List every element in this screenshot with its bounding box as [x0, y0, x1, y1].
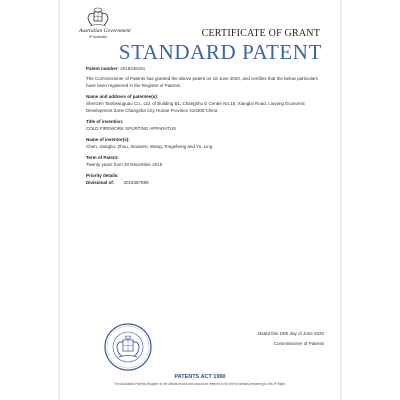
- divisional-value: 2015387599: [123, 180, 149, 185]
- register-disclaimer: The Australian Patents Register is the official record and should be referred to for the full details pertaining to this IP Right.: [114, 382, 286, 386]
- agency-name: IP Australia: [89, 35, 107, 39]
- term-label: Term of Patent:: [86, 155, 119, 160]
- patent-number-label: Patent number:: [86, 66, 120, 71]
- patent-number-value: 2018236161: [120, 66, 146, 71]
- invention-title-label: Title of invention:: [86, 119, 124, 124]
- divisional-line: [86, 180, 326, 187]
- government-name: Australian Government: [79, 28, 131, 34]
- commonwealth-seal-icon: [104, 323, 152, 371]
- certificate-title: CERTIFICATE OF GRANT: [201, 28, 320, 39]
- patent-number-line: [86, 66, 326, 73]
- invention-title-value: COLD FIREWORK SPURTING APPARATUS: [86, 126, 177, 131]
- patentee-value: Shenzen Taotiewuguao Co., Ltd. of Building B1, Changshu E Center No.15, Xianglai Road, Liuyang Economic Development Zone Changsha City Hunan Province 410300 China: [86, 101, 306, 113]
- inventors-label: Name of inventor(s):: [86, 137, 130, 142]
- inventors-value: Chen, Jiangbo; Zhou, Xiaowen; Wang, Tongsheng and Yu, Ling: [86, 144, 213, 149]
- term-value: Twenty years from 30 December 2015: [86, 162, 163, 167]
- patent-type-title: STANDARD PATENT: [118, 40, 322, 64]
- divisional-label: Divisional of:: [86, 180, 115, 185]
- dated-line: Dated this 18th day of June 2020: [257, 331, 324, 336]
- patents-act-title: PATENTS ACT 1990: [174, 374, 226, 380]
- coat-of-arms-icon: [85, 6, 111, 28]
- priority-label: Priority details:: [86, 173, 119, 178]
- grant-statement: The Commissioner of Patents has granted the above patent on 18 June 2020, and certifies that the below particulars have been registered in the Register of Patents.: [86, 76, 318, 88]
- patentee-label: Name and address of patentee(s):: [86, 94, 159, 99]
- signatory-title: Commissioner of Patents: [273, 341, 324, 346]
